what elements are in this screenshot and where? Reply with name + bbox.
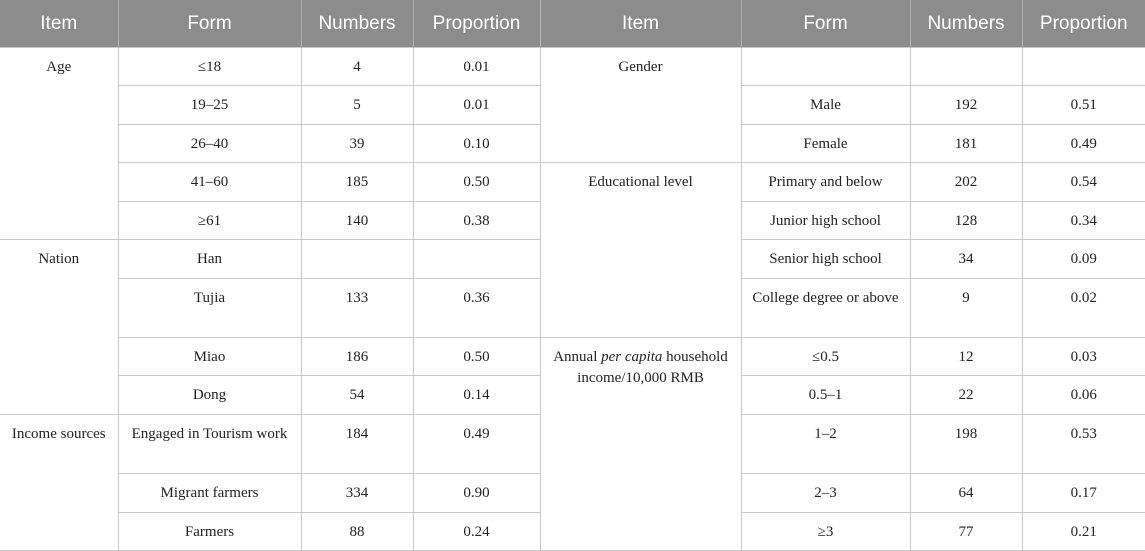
form-cell: Dong [118, 376, 301, 415]
item-annual-income [540, 338, 741, 551]
form-cell: 19–25 [118, 86, 301, 125]
header-form-right: Form [741, 0, 910, 48]
proportion-cell: 0.38 [413, 202, 540, 240]
numbers-cell: 140 [301, 202, 413, 240]
form-cell: 26–40 [118, 125, 301, 163]
numbers-cell: 133 [301, 279, 413, 338]
item-income-sources: Income sources [0, 415, 118, 551]
proportion-cell: 0.53 [1022, 415, 1145, 474]
proportion-cell: 0.06 [1022, 376, 1145, 415]
form-cell: ≥3 [741, 513, 910, 551]
numbers-cell: 128 [910, 202, 1022, 240]
header-item-left: Item [0, 0, 118, 48]
proportion-cell: 0.50 [413, 163, 540, 202]
numbers-cell: 185 [301, 163, 413, 202]
proportion-cell: 0.49 [413, 415, 540, 474]
header-item-right: Item [540, 0, 741, 48]
table-row [0, 163, 1145, 202]
form-cell: College degree or above [741, 279, 910, 338]
proportion-cell: 0.01 [413, 48, 540, 86]
proportion-cell: 0.50 [413, 338, 540, 376]
table-row [0, 48, 1145, 86]
annual-income-prefix: Annual [553, 349, 598, 365]
form-cell [741, 48, 910, 86]
item-nation: Nation [0, 240, 118, 415]
header-row [0, 0, 1145, 48]
form-cell: Senior high school [741, 240, 910, 279]
form-cell: ≤18 [118, 48, 301, 86]
annual-income-suffix: household income/10,000 RMB [577, 349, 728, 386]
numbers-cell: 192 [910, 86, 1022, 125]
form-cell: Female [741, 125, 910, 163]
numbers-cell: 5 [301, 86, 413, 125]
numbers-cell: 64 [910, 474, 1022, 513]
numbers-cell: 202 [910, 163, 1022, 202]
form-cell: Migrant farmers [118, 474, 301, 513]
proportion-cell: 0.34 [1022, 202, 1145, 240]
numbers-cell: 77 [910, 513, 1022, 551]
proportion-cell: 0.49 [1022, 125, 1145, 163]
proportion-cell: 0.54 [1022, 163, 1145, 202]
numbers-cell: 88 [301, 513, 413, 551]
numbers-cell: 34 [910, 240, 1022, 279]
proportion-cell: 0.17 [1022, 474, 1145, 513]
proportion-cell: 0.21 [1022, 513, 1145, 551]
proportion-cell: 0.90 [413, 474, 540, 513]
proportion-cell: 0.51 [1022, 86, 1145, 125]
numbers-cell: 184 [301, 415, 413, 474]
proportion-cell: 0.14 [413, 376, 540, 415]
form-cell: Engaged in Tourism work [118, 415, 301, 474]
form-cell: Farmers [118, 513, 301, 551]
form-cell: 2–3 [741, 474, 910, 513]
numbers-cell: 186 [301, 338, 413, 376]
item-gender: Gender [540, 48, 741, 163]
form-cell: 0.5–1 [741, 376, 910, 415]
form-cell: Junior high school [741, 202, 910, 240]
numbers-cell: 9 [910, 279, 1022, 338]
form-cell: Tujia [118, 279, 301, 338]
proportion-cell: 0.01 [413, 86, 540, 125]
form-cell: 1–2 [741, 415, 910, 474]
numbers-cell: 22 [910, 376, 1022, 415]
numbers-cell [910, 48, 1022, 86]
numbers-cell: 39 [301, 125, 413, 163]
header-numbers-left: Numbers [301, 0, 413, 48]
form-cell: Primary and below [741, 163, 910, 202]
numbers-cell: 181 [910, 125, 1022, 163]
proportion-cell: 0.02 [1022, 279, 1145, 338]
header-proportion-left: Proportion [413, 0, 540, 48]
header-form-left: Form [118, 0, 301, 48]
proportion-cell: 0.36 [413, 279, 540, 338]
numbers-cell: 198 [910, 415, 1022, 474]
item-education: Educational level [540, 163, 741, 338]
proportion-cell: 0.10 [413, 125, 540, 163]
proportion-cell: 0.03 [1022, 338, 1145, 376]
numbers-cell: 12 [910, 338, 1022, 376]
table-row [0, 338, 1145, 376]
numbers-cell: 54 [301, 376, 413, 415]
form-cell: Han [118, 240, 301, 279]
proportion-cell [413, 240, 540, 279]
form-cell: ≤0.5 [741, 338, 910, 376]
proportion-cell: 0.09 [1022, 240, 1145, 279]
form-cell: Miao [118, 338, 301, 376]
proportion-cell [1022, 48, 1145, 86]
annual-income-italic: per capita [601, 349, 663, 365]
numbers-cell [301, 240, 413, 279]
form-cell: ≥61 [118, 202, 301, 240]
numbers-cell: 4 [301, 48, 413, 86]
proportion-cell: 0.24 [413, 513, 540, 551]
numbers-cell: 334 [301, 474, 413, 513]
header-numbers-right: Numbers [910, 0, 1022, 48]
form-cell: 41–60 [118, 163, 301, 202]
header-proportion-right: Proportion [1022, 0, 1145, 48]
item-age: Age [0, 48, 118, 240]
form-cell: Male [741, 86, 910, 125]
